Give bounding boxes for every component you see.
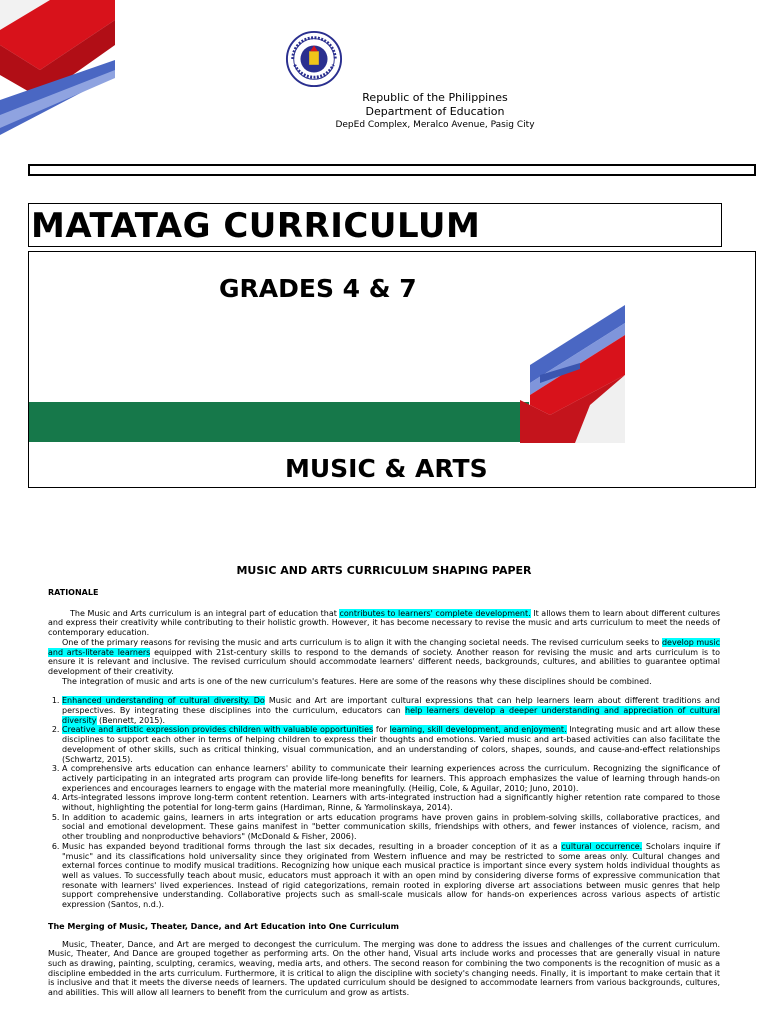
- paper-title: MUSIC AND ARTS CURRICULUM SHAPING PAPER: [236, 564, 532, 577]
- merging-heading: The Merging of Music, Theater, Dance, and Art Education into One Curriculum: [48, 921, 399, 931]
- department-line: Department of Education: [365, 105, 505, 118]
- list-item: 4. Arts-integrated lessons improve long-term content retention. Learners with arts-integrated instruction had a significantly higher retention rate compared to those without, highlighting the potential for long-term gains (Hardiman, Rinne, & Yarmolinskaya, 2014).: [62, 793, 720, 812]
- paper-body: [48, 588, 720, 998]
- list-item: 5. In addition to academic gains, learners in arts integration or arts education programs have proven gains in problem-solving skills, collaborative practices, and social and emotional development. These gains manifest in "better communication skills, friendships with others, and fewer instances of violence, racism, and other troubling and nonproductive behaviors" (McDonald & Fisher, 2006).: [62, 813, 720, 842]
- title-box: [28, 203, 722, 247]
- list-item: 2. Creative and artistic expression provides children with valuable opportunities for learning, skill development, and enjoyment. Integrating music and art allow these disciplines to support each other in terms of helping children to express their thoughts and emotions. Varied music and art-based activities can also facilitate the development of other skills, such as critical thinking, visual communication, and an understanding of colors, shapes, sounds, and cause-and-effect relationships (Schwartz, 2015).: [62, 725, 720, 764]
- paragraph-3: The integration of music and arts is one of the new curriculum's features. Here are some of the reasons why these disciplines should be combined.: [62, 676, 652, 686]
- list-item: 1. Enhanced understanding of cultural diversity. Do Music and Art are important cultural expressions that can help learners learn about different traditions and perspectives. By integrating these disciplines into the curriculum, educators can help learners develop a deeper understanding and appreciation of cultural diversity (Bennett, 2015).: [62, 696, 720, 725]
- green-band: [29, 402, 529, 442]
- paragraph-1: The Music and Arts curriculum is an integral part of education that contributes to learners' complete development. It allows them to learn about different cultures and express their creativity while contributing to their holistic growth. However, it has become necessary to revise the music and arts curriculum to meet the needs of contemporary education.: [48, 608, 720, 638]
- header-rule: [28, 164, 756, 176]
- list-item: 6. Music has expanded beyond traditional forms through the last six decades, resulting in a broader conception of it as a cultural occurrence. Scholars inquire if "music" and its classifications hold universality since they originated from Western influence and may be restricted to some areas only. Cultural changes and external forces continue to modify musical traditions. Recognizing how unique each musical practice is important since every system holds individual thoughts as well as values. To successfully teach about music, educators must approach it with an open mind by considering diverse forms of expressive communication that resonate with learners' lived experiences. Instead of rigid categorizations, remain rooted in exploring diverse art associations between music genres that help support comprehensive understanding. Collaborative projects such as small-scale musicals allow for hands-on experiences across various aspects of artistic expression (Santos, n.d.).: [62, 842, 720, 910]
- deped-seal-logo: [285, 30, 343, 88]
- republic-line: Republic of the Philippines: [362, 91, 508, 104]
- corner-ribbon-graphic: [0, 0, 130, 140]
- subject-label: MUSIC & ARTS: [285, 454, 488, 483]
- paragraph-2: One of the primary reasons for revising the music and arts curriculum is to align it with the changing societal needs. The revised curriculum seeks to develop music and arts-literate learners equipped with 21st-century skills to respond to the demands of society. Another reason for revising the music and arts curriculum is to ensure it is relevant and inclusive. The revised curriculum should accommodate learners' different needs, backgrounds, cultures, and abilities to guarantee optimal development of their creativity.: [48, 637, 721, 676]
- address-line: DepEd Complex, Meralco Avenue, Pasig City: [335, 120, 535, 130]
- grades-label: GRADES 4 & 7: [219, 274, 417, 303]
- cover-ribbon-graphic: [520, 305, 630, 445]
- rationale-heading: RATIONALE: [48, 588, 99, 597]
- curriculum-title: MATATAG CURRICULUM: [31, 206, 481, 246]
- cover-panel: [28, 251, 756, 488]
- reasons-list: [62, 696, 720, 909]
- list-item: 3. A comprehensive arts education can enhance learners' ability to communicate their learning experiences across the curriculum. Recognizing the significance of actively participating in an integrated arts program can provide life-long benefits for learners. This approach emphasizes the value of learning through hands-on experiences and encourages learners to engage with the material more meaningfully. (Heilig, Cole, & Aguilar, 2010; Juno, 2010).: [62, 764, 720, 793]
- paragraph-4: Music, Theater, Dance, and Art are merged to decongest the curriculum. The merging was done to address the issues and challenges of the current curriculum. Music, Theater, And Dance are grouped together as performing arts. On the other hand, Visual arts include works and processes that are generally visual in nature such as drawing, painting, sculpting, ceramics, weaving, media arts, and others. The second reason for combining the two components is the recognition of music as a discipline embedded in the arts curriculum. Furthermore, it is critical to align the discipline with society's changing needs. Finally, it is important to make certain that it is inclusive and that it meets the diverse needs of learners. The updated curriculum should be designed to accommodate learners from various backgrounds, cultures, and abilities. This will allow all learners to benefit from the curriculum and grow as artists.: [48, 939, 720, 998]
